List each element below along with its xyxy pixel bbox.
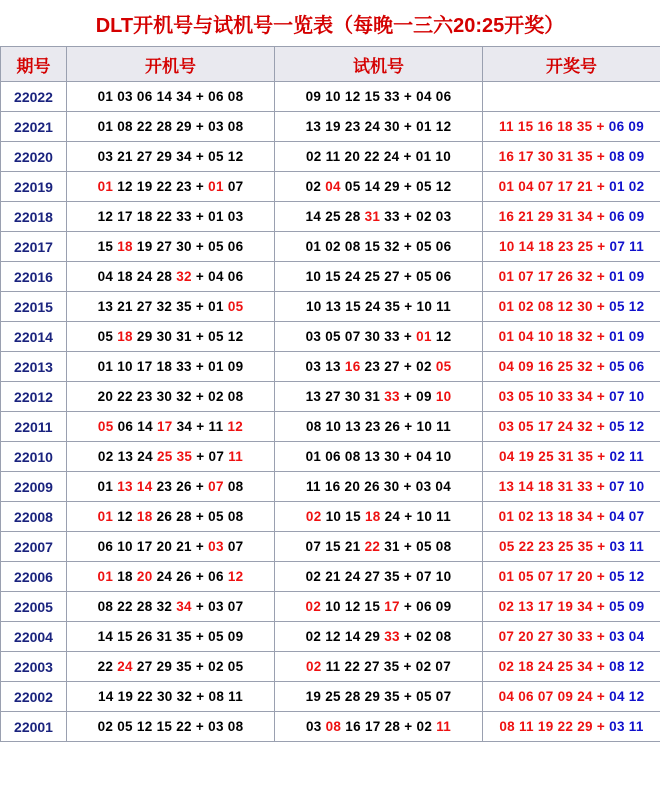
- open-numbers: 12 17 18 22 33 + 01 03: [97, 209, 244, 224]
- test-numbers: 03 08 16 17 28 + 02 11: [305, 719, 452, 734]
- cell-draw-numbers: [483, 472, 660, 502]
- test-numbers: 13 19 23 24 30 + 01 12: [305, 119, 452, 134]
- cell-open-numbers: [67, 712, 275, 742]
- cell-test-numbers: [275, 502, 483, 532]
- cell-period: [1, 322, 67, 352]
- cell-draw-numbers: [483, 442, 660, 472]
- page-title: DLT开机号与试机号一览表（每晚一三六20:25开奖）: [95, 15, 565, 37]
- cell-test-numbers: [275, 682, 483, 712]
- open-numbers: 08 22 28 32 34 + 03 07: [97, 599, 244, 614]
- period-value: 22015: [14, 298, 53, 315]
- open-numbers: 01 12 18 26 28 + 05 08: [97, 509, 244, 524]
- period-value: 22012: [14, 388, 53, 405]
- table-row: [1, 82, 660, 112]
- column-header-period: 期号: [1, 47, 67, 82]
- cell-period: [1, 352, 67, 382]
- open-numbers: 01 08 22 28 29 + 03 08: [97, 119, 244, 134]
- draw-numbers: 02 18 24 25 34 + 08 12: [498, 659, 645, 674]
- period-value: 22013: [14, 358, 53, 375]
- test-numbers: 01 02 08 15 32 + 05 06: [305, 239, 452, 254]
- cell-open-numbers: [67, 502, 275, 532]
- open-numbers: 06 10 17 20 21 + 03 07: [97, 539, 244, 554]
- test-numbers: 10 13 15 24 35 + 10 11: [305, 299, 452, 314]
- cell-test-numbers: [275, 172, 483, 202]
- period-value: 22022: [14, 88, 53, 105]
- test-numbers: 02 21 24 27 35 + 07 10: [305, 569, 452, 584]
- cell-period: [1, 652, 67, 682]
- cell-open-numbers: [67, 202, 275, 232]
- cell-open-numbers: [67, 442, 275, 472]
- draw-numbers: 01 04 10 18 32 + 01 09: [498, 329, 645, 344]
- cell-draw-numbers: [483, 382, 660, 412]
- cell-test-numbers: [275, 322, 483, 352]
- cell-draw-numbers: [483, 112, 660, 142]
- cell-open-numbers: [67, 232, 275, 262]
- cell-period: [1, 232, 67, 262]
- cell-open-numbers: [67, 82, 275, 112]
- open-numbers: 22 24 27 29 35 + 02 05: [97, 659, 244, 674]
- cell-open-numbers: [67, 322, 275, 352]
- open-numbers: 01 03 06 14 34 + 06 08: [97, 89, 244, 104]
- period-value: 22011: [14, 418, 53, 435]
- open-numbers: 03 21 27 29 34 + 05 12: [97, 149, 244, 164]
- cell-draw-numbers: [483, 712, 660, 742]
- table-row: [1, 652, 660, 682]
- cell-draw-numbers: [483, 262, 660, 292]
- cell-open-numbers: [67, 352, 275, 382]
- cell-period: [1, 292, 67, 322]
- table-row: [1, 172, 660, 202]
- table-row: [1, 562, 660, 592]
- open-numbers: 04 18 24 28 32 + 04 06: [97, 269, 244, 284]
- cell-test-numbers: [275, 82, 483, 112]
- table-row: [1, 412, 660, 442]
- draw-numbers: 04 19 25 31 35 + 02 11: [498, 449, 645, 464]
- column-header-draw: 开奖号: [483, 47, 660, 82]
- cell-test-numbers: [275, 592, 483, 622]
- cell-draw-numbers: [483, 292, 660, 322]
- cell-draw-numbers: [483, 562, 660, 592]
- cell-test-numbers: [275, 472, 483, 502]
- open-numbers: 01 10 17 18 33 + 01 09: [97, 359, 244, 374]
- test-numbers: 02 11 20 22 24 + 01 10: [305, 149, 452, 164]
- draw-numbers: 04 09 16 25 32 + 05 06: [498, 359, 645, 374]
- cell-draw-numbers: [483, 652, 660, 682]
- cell-period: [1, 712, 67, 742]
- open-numbers: 14 19 22 30 32 + 08 11: [97, 689, 244, 704]
- cell-open-numbers: [67, 652, 275, 682]
- cell-test-numbers: [275, 562, 483, 592]
- cell-open-numbers: [67, 412, 275, 442]
- period-value: 22003: [14, 658, 53, 675]
- cell-test-numbers: [275, 292, 483, 322]
- cell-draw-numbers: [483, 322, 660, 352]
- cell-period: [1, 682, 67, 712]
- draw-numbers: 16 17 30 31 35 + 08 09: [498, 149, 645, 164]
- cell-open-numbers: [67, 532, 275, 562]
- cell-open-numbers: [67, 592, 275, 622]
- cell-period: [1, 382, 67, 412]
- test-numbers: 09 10 12 15 33 + 04 06: [305, 89, 452, 104]
- cell-period: [1, 202, 67, 232]
- cell-open-numbers: [67, 472, 275, 502]
- period-value: 22017: [14, 238, 53, 255]
- table-row: [1, 112, 660, 142]
- cell-period: [1, 142, 67, 172]
- period-value: 22002: [14, 688, 53, 705]
- period-value: 22010: [14, 448, 53, 465]
- cell-open-numbers: [67, 292, 275, 322]
- table-row: [1, 682, 660, 712]
- cell-period: [1, 592, 67, 622]
- cell-draw-numbers: [483, 202, 660, 232]
- test-numbers: 19 25 28 29 35 + 05 07: [305, 689, 452, 704]
- period-value: 22008: [14, 508, 53, 525]
- cell-draw-numbers: [483, 622, 660, 652]
- cell-draw-numbers: [483, 172, 660, 202]
- cell-open-numbers: [67, 562, 275, 592]
- draw-numbers: 01 07 17 26 32 + 01 09: [498, 269, 645, 284]
- cell-open-numbers: [67, 262, 275, 292]
- draw-numbers: 01 05 07 17 20 + 05 12: [498, 569, 645, 584]
- open-numbers: 02 13 24 25 35 + 07 11: [97, 449, 244, 464]
- table-row: [1, 532, 660, 562]
- test-numbers: 01 06 08 13 30 + 04 10: [305, 449, 452, 464]
- open-numbers: 05 18 29 30 31 + 05 12: [97, 329, 244, 344]
- draw-numbers: 01 04 07 17 21 + 01 02: [498, 179, 645, 194]
- cell-test-numbers: [275, 532, 483, 562]
- cell-test-numbers: [275, 622, 483, 652]
- period-value: 22001: [14, 718, 53, 735]
- open-numbers: 13 21 27 32 35 + 01 05: [97, 299, 244, 314]
- lottery-table: [0, 46, 660, 742]
- cell-period: [1, 82, 67, 112]
- draw-numbers: 08 11 19 22 29 + 03 11: [499, 719, 644, 734]
- table-row: [1, 622, 660, 652]
- cell-period: [1, 442, 67, 472]
- period-value: 22019: [14, 178, 53, 195]
- draw-numbers: 04 06 07 09 24 + 04 12: [498, 689, 645, 704]
- column-header-open: 开机号: [67, 47, 275, 82]
- test-numbers: 02 11 22 27 35 + 02 07: [305, 659, 452, 674]
- period-value: 22016: [14, 268, 53, 285]
- cell-open-numbers: [67, 622, 275, 652]
- cell-draw-numbers: [483, 142, 660, 172]
- cell-test-numbers: [275, 442, 483, 472]
- test-numbers: 03 05 07 30 33 + 01 12: [305, 329, 452, 344]
- cell-test-numbers: [275, 712, 483, 742]
- test-numbers: 08 10 13 23 26 + 10 11: [305, 419, 452, 434]
- open-numbers: 02 05 12 15 22 + 03 08: [97, 719, 244, 734]
- cell-test-numbers: [275, 112, 483, 142]
- period-value: 22014: [14, 328, 53, 345]
- cell-period: [1, 502, 67, 532]
- cell-test-numbers: [275, 352, 483, 382]
- cell-period: [1, 622, 67, 652]
- cell-test-numbers: [275, 262, 483, 292]
- cell-open-numbers: [67, 382, 275, 412]
- cell-test-numbers: [275, 412, 483, 442]
- table-row: [1, 502, 660, 532]
- table-row: [1, 202, 660, 232]
- cell-open-numbers: [67, 172, 275, 202]
- draw-numbers: 03 05 10 33 34 + 07 10: [498, 389, 645, 404]
- period-value: 22004: [14, 628, 53, 645]
- table-row: [1, 472, 660, 502]
- test-numbers: 07 15 21 22 31 + 05 08: [305, 539, 452, 554]
- cell-draw-numbers: [483, 682, 660, 712]
- period-value: 22005: [14, 598, 53, 615]
- draw-numbers: 16 21 29 31 34 + 06 09: [498, 209, 645, 224]
- table-row: [1, 712, 660, 742]
- cell-draw-numbers: [483, 412, 660, 442]
- cell-period: [1, 472, 67, 502]
- cell-test-numbers: [275, 382, 483, 412]
- test-numbers: 02 10 15 18 24 + 10 11: [305, 509, 452, 524]
- cell-period: [1, 562, 67, 592]
- period-value: 22009: [14, 478, 53, 495]
- draw-numbers: 10 14 18 23 25 + 07 11: [498, 239, 645, 254]
- cell-draw-numbers: [483, 82, 660, 112]
- test-numbers: 02 04 05 14 29 + 05 12: [305, 179, 452, 194]
- test-numbers: 03 13 16 23 27 + 02 05: [305, 359, 452, 374]
- cell-period: [1, 412, 67, 442]
- test-numbers: 02 10 12 15 17 + 06 09: [305, 599, 452, 614]
- table-row: [1, 592, 660, 622]
- cell-draw-numbers: [483, 532, 660, 562]
- cell-draw-numbers: [483, 592, 660, 622]
- draw-numbers: 01 02 13 18 34 + 04 07: [498, 509, 645, 524]
- period-value: 22006: [14, 568, 53, 585]
- test-numbers: 10 15 24 25 27 + 05 06: [305, 269, 452, 284]
- open-numbers: 15 18 19 27 30 + 05 06: [97, 239, 244, 254]
- table-body: [1, 82, 660, 742]
- draw-numbers: 05 22 23 25 35 + 03 11: [498, 539, 645, 554]
- cell-period: [1, 532, 67, 562]
- cell-open-numbers: [67, 112, 275, 142]
- table-row: [1, 322, 660, 352]
- table-row: [1, 232, 660, 262]
- table-row: [1, 142, 660, 172]
- open-numbers: 14 15 26 31 35 + 05 09: [97, 629, 244, 644]
- cell-test-numbers: [275, 652, 483, 682]
- open-numbers: 01 13 14 23 26 + 07 08: [97, 479, 244, 494]
- draw-numbers: 02 13 17 19 34 + 05 09: [498, 599, 645, 614]
- draw-numbers: 11 15 16 18 35 + 06 09: [498, 119, 645, 134]
- period-value: 22020: [14, 148, 53, 165]
- cell-period: [1, 112, 67, 142]
- draw-numbers: 03 05 17 24 32 + 05 12: [498, 419, 645, 434]
- cell-draw-numbers: [483, 232, 660, 262]
- open-numbers: 01 18 20 24 26 + 06 12: [97, 569, 244, 584]
- period-value: 22007: [14, 538, 53, 555]
- open-numbers: 05 06 14 17 34 + 11 12: [97, 419, 244, 434]
- open-numbers: 01 12 19 22 23 + 01 07: [97, 179, 244, 194]
- draw-numbers: 07 20 27 30 33 + 03 04: [498, 629, 645, 644]
- test-numbers: 13 27 30 31 33 + 09 10: [305, 389, 452, 404]
- cell-test-numbers: [275, 202, 483, 232]
- cell-open-numbers: [67, 682, 275, 712]
- column-header-test: 试机号: [275, 47, 483, 82]
- cell-test-numbers: [275, 232, 483, 262]
- cell-period: [1, 172, 67, 202]
- table-row: [1, 292, 660, 322]
- table-row: [1, 382, 660, 412]
- test-numbers: 11 16 20 26 30 + 03 04: [305, 479, 452, 494]
- cell-period: [1, 262, 67, 292]
- table-row: [1, 442, 660, 472]
- cell-test-numbers: [275, 142, 483, 172]
- cell-draw-numbers: [483, 352, 660, 382]
- open-numbers: 20 22 23 30 32 + 02 08: [97, 389, 244, 404]
- test-numbers: 02 12 14 29 33 + 02 08: [305, 629, 452, 644]
- draw-numbers: 01 02 08 12 30 + 05 12: [498, 299, 645, 314]
- table-row: [1, 352, 660, 382]
- period-value: 22021: [14, 118, 53, 135]
- draw-numbers: 13 14 18 31 33 + 07 10: [498, 479, 645, 494]
- cell-draw-numbers: [483, 502, 660, 532]
- test-numbers: 14 25 28 31 33 + 02 03: [305, 209, 452, 224]
- table-row: [1, 262, 660, 292]
- period-value: 22018: [14, 208, 53, 225]
- table-header-row: [1, 47, 660, 82]
- cell-open-numbers: [67, 142, 275, 172]
